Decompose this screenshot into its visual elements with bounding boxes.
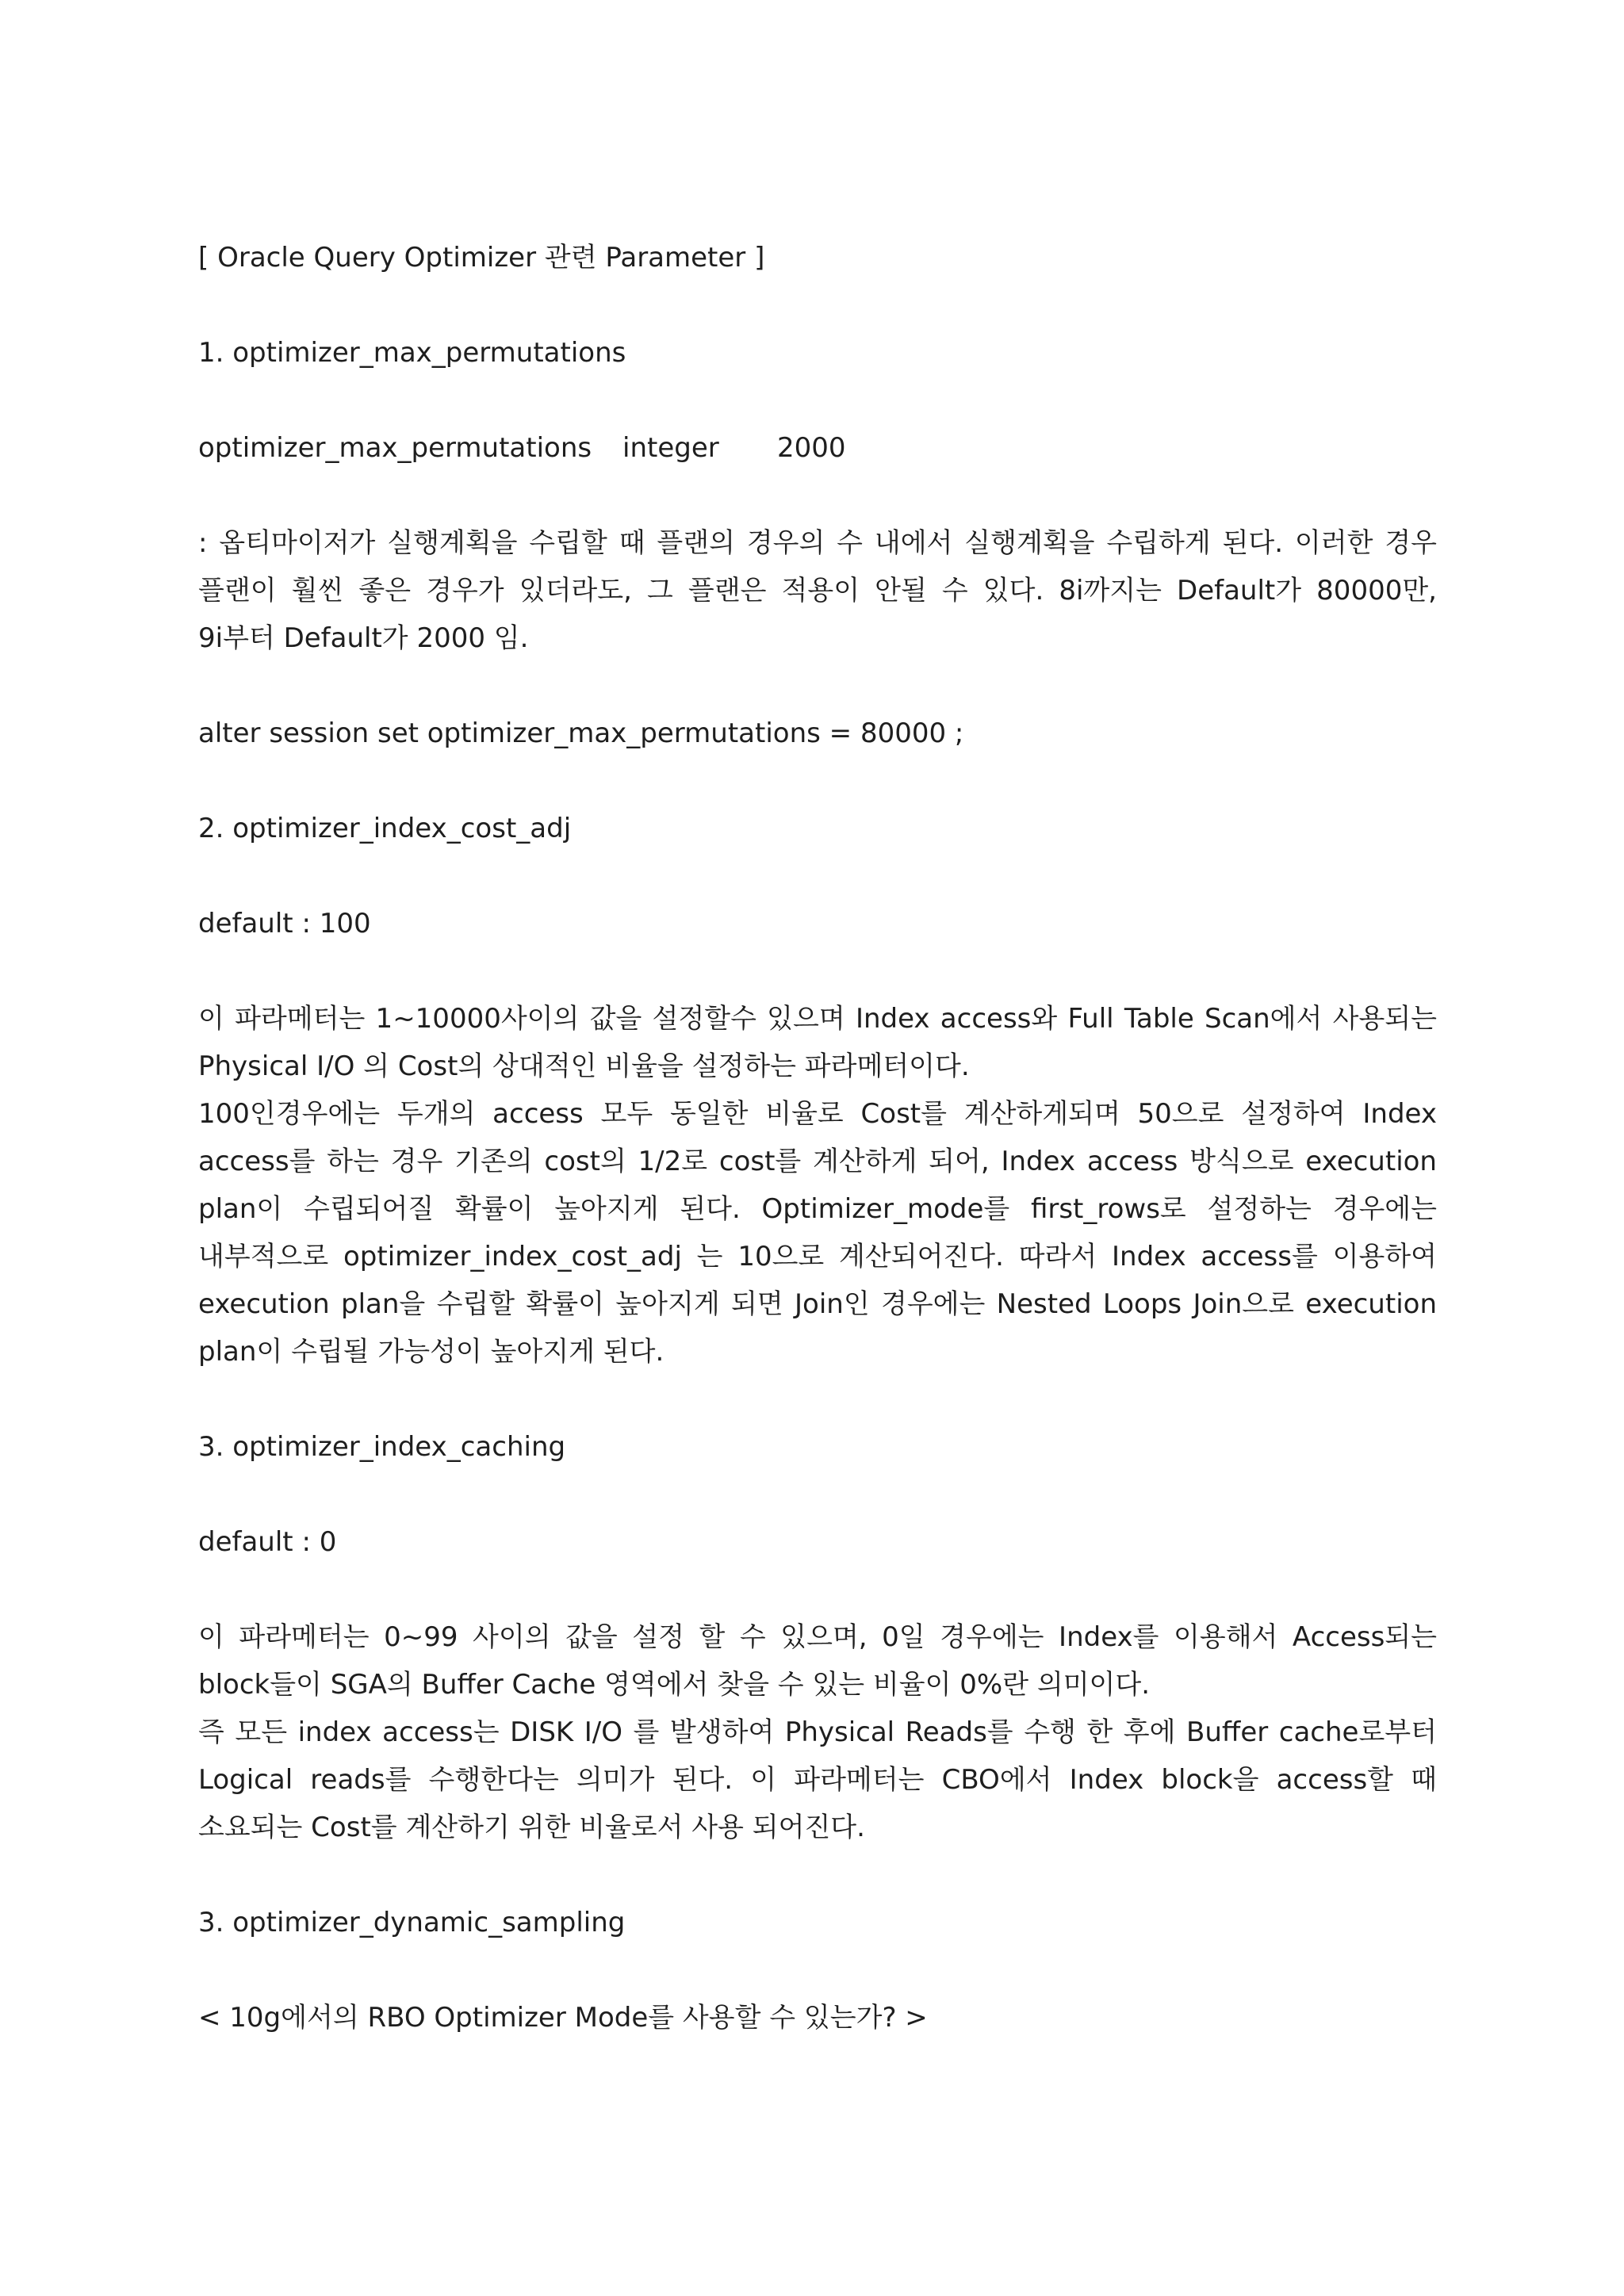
parameter-type: integer — [622, 432, 719, 464]
section-3-default: default : 0 — [198, 1526, 337, 1558]
parameter-value: 2000 — [777, 432, 846, 464]
document-title: [ Oracle Query Optimizer 관련 Parameter ] — [198, 242, 765, 274]
section-1-command: alter session set optimizer_max_permutations = 80000 ; — [198, 718, 964, 749]
section-2-default: default : 100 — [198, 908, 371, 939]
section-2-heading: 2. optimizer_index_cost_adj — [198, 813, 572, 844]
section-2-paragraph-2: 100인경우에는 두개의 access 모두 동일한 비율로 Cost를 계산하게되며 50으로 설정하여 Index access를 하는 경우 기존의 cost의 1/2로 cost를 계산하게 되어, Index access 방식으로 execution plan이 수립되어질 확률이 높아지게 된다. Optimizer_mode를 first_rows로 설정하는 경우에는 내부적으로 optimizer_index_cost_adj 는 10으로 계산되어진다. 따라서 Index access를 이용하여 execution plan을 수립할 확률이 높아지게 되면 Join인 경우에는 Nested Loops Join으로 execution plan이 수립될 가능성이 높아지게 된다. — [198, 1098, 1437, 1368]
section-2-paragraph-1: 이 파라메터는 1~10000사이의 값을 설정할수 있으며 Index access와 Full Table Scan에서 사용되는 Physical I/O 의 Cost의 상대적인 비율을 설정하는 파라메터이다. — [198, 1003, 1437, 1082]
section-3-paragraph-2: 즉 모든 index access는 DISK I/O 를 발생하여 Physical Reads를 수행 한 후에 Buffer cache로부터 Logical reads를 수행한다는 의미가 된다. 이 파라메터는 CBO에서 Index block을 access할 때 소요되는 Cost를 계산하기 위한 비율로서 사용 되어진다. — [198, 1716, 1437, 1843]
parameter-name: optimizer_max_permutations — [198, 432, 592, 464]
parameter-spec-row — [198, 424, 1437, 472]
section-3-heading: 3. optimizer_index_caching — [198, 1431, 566, 1463]
section-4-heading: 3. optimizer_dynamic_sampling — [198, 1907, 626, 1938]
section-1-heading: 1. optimizer_max_permutations — [198, 337, 626, 369]
section-3-paragraph-1: 이 파라메터는 0~99 사이의 값을 설정 할 수 있으며, 0일 경우에는 Index를 이용해서 Access되는 block들이 SGA의 Buffer Cache 영역에서 찾을 수 있는 비율이 0%란 의미이다. — [198, 1621, 1437, 1701]
section-1-description: : 옵티마이저가 실행계획을 수립할 때 플랜의 경우의 수 내에서 실행계획을 수립하게 된다. 이러한 경우 플랜이 훨씬 좋은 경우가 있더라도, 그 플랜은 적용이 안될 수 있다. 8i까지는 Default가 80000만, 9i부터 Default가 2000 임. — [198, 527, 1437, 654]
document-body — [198, 234, 1437, 2089]
closing-question: < 10g에서의 RBO Optimizer Mode를 사용할 수 있는가? > — [198, 2002, 928, 2034]
